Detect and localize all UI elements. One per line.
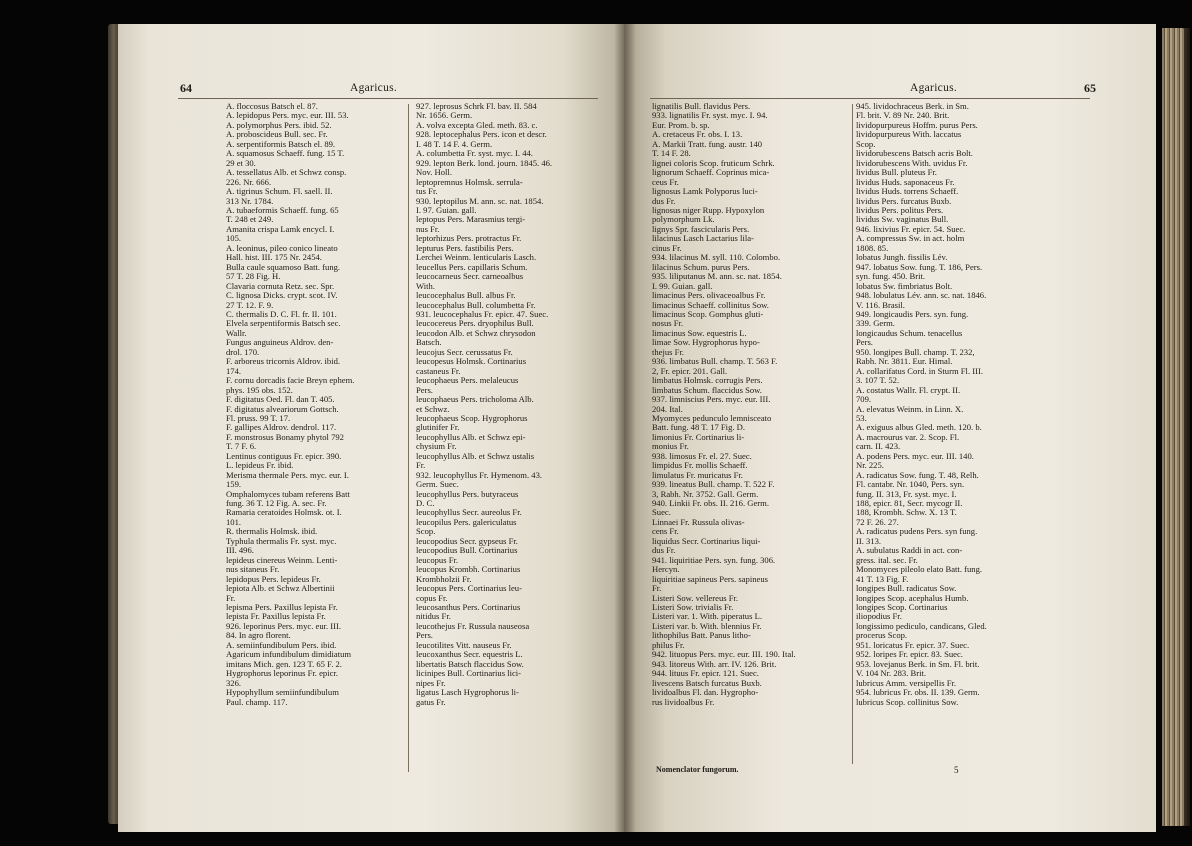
entry-line: Hypophyllum semiinfundibulum [226,688,339,698]
entry-line: A. macrourus var. 2. Scop. Fl. [856,432,960,442]
entry-line: F. gallipes Aldrov. dendrol. 117. [226,423,337,433]
entry-line: F. monstrosus Bonamy phytol 792 [226,432,344,442]
entry-line: Wallr. [226,328,247,338]
entry-line: longipes Scop. acephalus Humb. [856,593,969,603]
column-right-2 [856,102,1094,707]
entry-line: 950. longipes Bull. champ. T. 232, [856,347,975,357]
book-spread [114,24,1176,832]
entry-line: chysium Fr. [416,442,457,452]
entry-line: lepidopus Pers. lepideus Fr. [226,574,321,584]
entry-line: leucophyllus Secr. aureolus Fr. [416,508,522,518]
entry-line: limbatus Schum. flaccidus Sow. [652,385,762,395]
entry-line: leucophyllus Alb. et Schwz epi- [416,432,526,442]
entry-line: leucocephalus Bull. albus Fr. [416,291,516,301]
entry-line: nosus Fr. [652,319,684,329]
entry-line: iliopodius Fr. [856,612,902,622]
entry-line: Omphalomyces tubam referens Batt [226,489,350,499]
entry-line: limae Sow. Hygrophorus hypo- [652,338,760,348]
entry-line: leucosanthus Pers. Cortinarius [416,603,521,613]
entry-line: Listeri var. b. With. blennius Fr. [652,621,762,631]
entry-line: Agaricum infundibulum dimidiatum [226,650,352,660]
entry-line: 105. [226,234,242,244]
entry-line: lilacinus Lasch Lactarius lila- [652,234,754,244]
entry-line: 226. Nr. 666. [226,177,272,187]
entry-line: 952. loripes Fr. epicr. 83. Suec. [856,650,963,660]
entry-line: F. digitatus Oed. Fl. dan T. 405. [226,395,335,405]
entry-line: lividopurpureus With. laccatus [856,130,962,140]
entry-line: libertatis Batsch flaccidus Sow. [416,659,524,669]
entry-line: leucocarneus Secr. carneoalbus [416,272,524,282]
entry-line: 935. liliputanus M. ann. sc. nat. 1854. [652,272,782,282]
column-left-1 [226,102,406,707]
entry-line: A. elevatus Weinm. in Linn. X. [856,404,964,414]
entry-line: T. 248 et 249. [226,215,274,225]
entry-line: lignosus niger Rupp. Hypoxylon [652,205,765,215]
entry-line: A. tubaeformis Schaeff. fung. 65 [226,205,339,215]
entry-line: With. [416,281,435,291]
entry-line: 954. lubricus Fr. obs. II. 139. Germ. [856,688,980,698]
entry-line: 53. [856,413,867,423]
entry-line: leucophaeus Scop. Hygrophorus [416,413,528,423]
entry-line: Listeri Sow. vellereus Fr. [652,593,739,603]
entry-line: Nr. 1656. Germ. [416,111,473,121]
column-divider [408,104,409,772]
entry-line: castaneus Fr. [416,366,461,376]
entry-line: copus Fr. [416,593,448,603]
entry-line: 41 T. 13 Fig. F. [856,574,909,584]
entry-line: lignei coloris Scop. fruticum Schrk. [652,158,775,168]
entry-line: limbatus Holmsk. corrugis Pers. [652,376,763,386]
entry-line: leucophyllus Pers. butyraceus [416,489,519,499]
entry-line: Bulla caule squamoso Batt. fung. [226,262,341,272]
entry-line: 339. Germ. [856,319,895,329]
entry-line: A. exiguus albus Gled. meth. 120. b. [856,423,982,433]
entry-line: 942. lituopus Pers. myc. eur. III. 190. Ital. [652,650,796,660]
entry-line: leucopodius Secr. gypseus Fr. [416,536,518,546]
entry-line: leucophaeus Pers. melaleucus [416,376,519,386]
entry-line: lividus Huds. saponaceus Fr. [856,177,955,187]
entry-line: Germ. Suec. [416,480,459,490]
entry-line: C. thermalis D. C. Fl. fr. II. 101. [226,309,337,319]
entry-line: 947. lobatus Sow. fung. T. 186, Pers. [856,262,983,272]
entry-line: 72 F. 26. 27. [856,517,899,527]
entry-line: livescens Batsch furcatus Buxb. [652,678,762,688]
column-divider [852,104,853,764]
entry-line: lobatus Jungh. fissilis Lév. [856,253,948,263]
entry-line: nipes Fr. [416,678,446,688]
entry-line: R. thermalis Holmsk. ibid. [226,527,318,537]
entry-line: I. 48 T. 14 F. 4. Germ. [416,139,493,149]
entry-line: leucopus Krombh. Cortinarius [416,565,521,575]
entry-line: A. costatus Wallr. Fl. crypt. II. [856,385,961,395]
entry-line: Hygrophorus leporinus Fr. epicr. [226,669,338,679]
entry-line: philus Fr. [652,640,685,650]
page-block-edge [1162,28,1186,826]
entry-line: longipes Scop. Cortinarius [856,603,948,613]
entry-line: nus Fr. [416,224,440,234]
entry-line: II. 313. [856,536,882,546]
entry-line: Nov. Holl. [416,168,452,178]
entry-line: ceus Fr. [652,177,679,187]
entry-line: lithophilus Batt. Panus litho- [652,631,751,641]
entry-line: leucodon Alb. et Schwz chrysodon [416,328,536,338]
entry-line: longissimo pediculo, candicans, Gled. [856,621,987,631]
entry-line: Suec. [652,508,671,518]
entry-line: gress. ital. sec. Fr. [856,555,918,565]
entry-line: 936. limbatus Bull. champ. T. 563 F. [652,357,778,367]
entry-line: III. 496. [226,546,254,556]
entry-line: liquidus Secr. Cortinarius liqui- [652,536,761,546]
entry-line: 944. lituus Fr. epicr. 121. Suec. [652,669,759,679]
entry-line: F. arboreus tricornis Aldrov. ibid. [226,357,341,367]
entry-line: Hercyn. [652,565,680,575]
entry-line: lividopurpureus Hoffm. purus Pers. [856,120,978,130]
entry-line: 188, epicr. 81, Secr. mycogr II. [856,499,963,509]
entry-line: dus Fr. [652,196,676,206]
entry-line: lubricus Scop. collinitus Sow. [856,697,959,707]
entry-line: lividus Pers. politus Pers. [856,205,944,215]
entry-line: A. polymorphus Pers. ibid. 52. [226,120,332,130]
entry-line: Fungus anguineus Aldrov. den- [226,338,334,348]
entry-line: leucellus Pers. capillaris Schum. [416,262,528,272]
entry-line: Elvela serpentiformis Batsch sec. [226,319,341,329]
entry-line: lilacinus Schum. purus Pers. [652,262,750,272]
entry-line: Scop. [856,139,876,149]
entry-line: phys. 195 obs. 152. [226,385,293,395]
entry-line: I. 99. Guian. gall. [652,281,713,291]
entry-line: 939. lineatus Bull. champ. T. 522 F. [652,480,775,490]
book-gutter [614,24,636,832]
entry-line: lignorum Schaeff. Coprinus mica- [652,168,770,178]
entry-line: longicaudus Schum. tenacellus [856,328,963,338]
entry-line: F. cornu dorcadis facie Breyn ephem. [226,376,355,386]
entry-line: Fr. [226,593,236,603]
footer-signature-line: Nomenclator fungorum. [656,765,739,774]
entry-line: leucopilus Pers. galericulatus [416,517,517,527]
entry-line: leptopus Pers. Marasmius tergi- [416,215,526,225]
column-right-1 [652,102,850,707]
entry-line: leucothejus Fr. Russula nauseosa [416,621,530,631]
entry-line: rus lividoalbus Fr. [652,697,715,707]
entry-line: 27 T. 12. F. 9. [226,300,274,310]
entry-line: limacinus Scop. Gomphus gluti- [652,309,764,319]
entry-line: 1808. 85. [856,243,889,253]
header-rule [650,98,1090,99]
entry-line: Monomyces pileolo elato Batt. fung. [856,565,983,575]
entry-line: thejus Fr. [652,347,684,357]
entry-line: et Schwz. [416,404,450,414]
entry-line: longipes Bull. radicatus Sow. [856,584,957,594]
entry-line: A. radicatus pudens Pers. syn fung. [856,527,978,537]
entry-line: glutinifer Fr. [416,423,460,433]
entry-line: A. tessellatus Alb. et Schwz consp. [226,168,347,178]
entry-line: lepisma Pers. Paxillus lepista Fr. [226,603,338,613]
entry-line: lobatus Sw. fimbriatus Bolt. [856,281,953,291]
entry-line: polymorphum Lk. [652,215,715,225]
entry-line: leucophyllus Alb. et Schwz ustalis [416,451,535,461]
entry-line: A. serpentiformis Batsch el. 89. [226,139,336,149]
entry-line: 204. Ital. [652,404,683,414]
entry-line: Paul. champ. 117. [226,697,288,707]
entry-line: imitans Mich. gen. 123 T. 65 F. 2. [226,659,342,669]
entry-line: limulatus Fr. muricatus Fr. [652,470,743,480]
entry-line: leucopesus Holmsk. Cortinarius [416,357,527,367]
entry-line: L. lepideus Fr. ibid. [226,461,294,471]
entry-line: 927. leprosus Schrk Fl. bav. II. 584 [416,102,537,111]
entry-line: 953. lovejanus Berk. in Sm. Fl. brit. [856,659,980,669]
entry-line: 940. Linkii Fr. obs. II. 216. Germ. [652,499,769,509]
page-number: 64 [180,81,192,95]
entry-line: syn. fung. 450. Brit. [856,272,925,282]
entry-line: 188, Krombh. Schw. X. 13 T. [856,508,957,518]
entry-line: lividoalbus Fl. dan. Hygropho- [652,688,759,698]
entry-line: leptorhizus Pers. protractus Fr. [416,234,522,244]
entry-line: Listeri Sow. trivialis Fr. [652,603,734,613]
entry-line: V. 116. Brasil. [856,300,905,310]
entry-line: limacinus Pers. olivaceoalbus Fr. [652,291,766,301]
entry-line: 3, Rabh. Nr. 3752. Gall. Germ. [652,489,759,499]
entry-line: fung. 36 T. 12 Fig. A. sec. Fr. [226,499,327,509]
entry-line: 101. [226,517,242,527]
running-head: Agaricus. [350,82,398,94]
right-page [624,24,1156,832]
entry-line: 931. leucocephalus Fr. epicr. 47. Suec. [416,309,549,319]
entry-line: Pers. [416,385,433,395]
entry-line: 174. [226,366,242,376]
entry-line: lubricus Amm. versipellis Fr. [856,678,957,688]
entry-line: 930. leptopilus M. ann. sc. nat. 1854. [416,196,544,206]
entry-line: limacinus Sow. equestris L. [652,328,747,338]
entry-line: limacinus Schaeff. collinitus Sow. [652,300,769,310]
entry-line: A. tigrinus Schum. Fl. saell. II. [226,187,333,197]
entry-line: leucojus Secr. cerussatus Fr. [416,347,513,357]
page-number: 65 [1084,81,1096,95]
left-page [118,24,624,832]
entry-line: T. 14 F. 28. [652,149,691,159]
entry-line: limonius Fr. Cortinarius li- [652,432,745,442]
entry-line: 946. lixivius Fr. epicr. 54. Suec. [856,224,966,234]
entry-line: Krombholzii Fr. [416,574,472,584]
entry-line: 949. longicaudis Pers. syn. fung. [856,309,969,319]
entry-line: C. lignosa Dicks. crypt. scot. IV. [226,291,338,301]
entry-line: 933. lignatilis Fr. syst. myc. I. 94. [652,111,768,121]
entry-line: I. 97. Guian. gall. [416,205,477,215]
entry-line: gatus Fr. [416,697,446,707]
entry-line: nitidus Fr. [416,612,451,622]
entry-line: 2, Fr. epicr. 201. Gall. [652,366,728,376]
entry-line: 313 Nr. 1784. [226,196,274,206]
entry-line: lividus Huds. torrens Schaeff. [856,187,959,197]
entry-line: Fl. pruss. 99 T. 17. [226,413,291,423]
entry-line: leucophaeus Pers. tricholoma Alb. [416,395,534,405]
signature-mark: 5 [954,765,959,775]
entry-line: A. floccosus Batsch el. 87. [226,102,318,111]
header-rule [178,98,598,99]
entry-line: lividus Pers. furcatus Buxb. [856,196,952,206]
entry-line: 928. leptocephalus Pers. icon et descr. [416,130,547,140]
entry-line: A. columbetta Fr. syst. myc. I. 44. [416,149,533,159]
entry-line: 934. lilacinus M. syll. 110. Colombo. [652,253,781,263]
entry-line: Amanita crispa Lamk encycl. I. [226,224,335,234]
entry-line: Fr. [416,461,426,471]
entry-line: T. 7 F. 6. [226,442,257,452]
entry-line: dus Fr. [652,546,676,556]
entry-line: lignosus Lamk Polyporus luci- [652,187,758,197]
entry-line: leucoxanthus Secr. equestris L. [416,650,523,660]
entry-line: leucocereus Pers. dryophilus Bull. [416,319,534,329]
entry-line: lividus Bull. pluteus Fr. [856,168,937,178]
entry-line: cinus Fr. [652,243,682,253]
entry-line: V. 104 Nr. 283. Brit. [856,669,927,679]
entry-line: 326. [226,678,242,688]
entry-line: lividorubescens With. uvidus Fr. [856,158,968,168]
entry-line: monius Fr. [652,442,689,452]
entry-line: A. radicatus Sow. fung. T. 48, Relh. [856,470,979,480]
entry-line: 932. leucophyllus Fr. Hymenom. 43. [416,470,543,480]
entry-line: 926. leporinus Pers. myc. eur. III. [226,621,342,631]
entry-line: Nr. 225. [856,461,884,471]
entry-line: lepideus cinereus Weinm. Lenti- [226,555,338,565]
entry-line: Fr. [652,584,662,594]
entry-line: Pers. [416,631,433,641]
entry-line: Pers. [856,338,873,348]
entry-line: Myomyces pedunculo lemnisceato [652,413,772,423]
entry-line: 929. lepton Berk. lond. journ. 1845. 46. [416,158,553,168]
entry-line: leptopremnus Holmsk. serrula- [416,177,523,187]
entry-line: Merisma thermale Pers. myc. eur. I. [226,470,349,480]
entry-line: ligatus Lasch Hygrophorus li- [416,688,519,698]
entry-line: 57 T. 28 Fig. H. [226,272,281,282]
entry-line: Typhula thermalis Fr. syst. myc. [226,536,337,546]
entry-line: tus Fr. [416,187,438,197]
entry-line: Lerchei Weinm. lenticularis Lasch. [416,253,537,263]
entry-line: licinipes Bull. Cortinarius lici- [416,669,522,679]
entry-line: A. collarifatus Cord. in Sturm Fl. III. [856,366,983,376]
entry-line: A. volva excepta Gled. meth. 83. c. [416,120,538,130]
entry-line: 938. limosus Fr. el. 27. Suec. [652,451,752,461]
entry-line: leucopus Pers. Cortinarius leu- [416,584,522,594]
entry-line: 948. lobulatus Lév. ann. sc. nat. 1846. [856,291,987,301]
entry-line: leucopus Fr. [416,555,459,565]
entry-line: Eur. Prom. b. sp. [652,120,710,130]
entry-line: A. lepidopus Pers. myc. eur. III. 53. [226,111,349,121]
entry-line: A. compressus Sw. in act. holm [856,234,965,244]
running-head: Agaricus. [910,82,958,94]
entry-line: Rabh. Nr. 3811. Eur. Himal. [856,357,953,367]
entry-line: 159. [226,480,242,490]
entry-line: fung. II. 313, Fr. syst. myc. I. [856,489,957,499]
entry-line: nus sitaneus Fr. [226,565,280,575]
entry-line: A. Markii Tratt. fung. austr. 140 [652,139,763,149]
entry-line: limpidus Fr. mollis Schaeff. [652,461,748,471]
entry-line: A. podens Pers. myc. eur. III. 140. [856,451,974,461]
entry-line: A. leoninus, pileo conico lineato [226,243,338,253]
entry-line: procerus Scop. [856,631,908,641]
entry-line: A. semiinfundibulum Pers. ibid. [226,640,337,650]
entry-line: leucotilites Vitt. nauseus Fr. [416,640,512,650]
entry-line: Scop. [416,527,436,537]
entry-line: drol. 170. [226,347,260,357]
entry-line: Hall. hist. III. 175 Nr. 2454. [226,253,322,263]
entry-line: Batt. fung. 48 T. 17 Fig. D. [652,423,746,433]
entry-line: Clavaria cornuta Retz. sec. Spr. [226,281,335,291]
entry-line: Fl. cantabr. Nr. 1040, Pers. syn. [856,480,965,490]
entry-line: carn. II. 423. [856,442,901,452]
entry-line: A. proboscideus Bull. sec. Fr. [226,130,328,140]
entry-line: Lentinus contiguus Fr. epicr. 390. [226,451,342,461]
entry-line: lignys Spr. fascicularis Pers. [652,224,750,234]
entry-line: A. squamosus Schaeff. fung. 15 T. [226,149,345,159]
entry-line: Linnaei Fr. Russula olivas- [652,517,745,527]
entry-line: Ramaria ceratoides Holmsk. ot. I. [226,508,342,518]
entry-line: Batsch. [416,338,442,348]
entry-line: lividus Sw. vaginatus Bull. [856,215,949,225]
entry-line: 84. In agro florent. [226,631,291,641]
entry-line: 3. 107 T. 52. [856,376,900,386]
entry-line: 951. loricatus Fr. epicr. 37. Suec. [856,640,970,650]
entry-line: 709. [856,395,872,405]
entry-line: D. C. [416,499,435,509]
entry-line: lepiota Alb. et Schwz Albertinii [226,584,335,594]
entry-line: 945. lividochraceus Berk. in Sm. [856,102,969,111]
entry-line: A. cretaceus Fr. obs. I. 13. [652,130,743,140]
entry-line: lepista Fr. Paxillus lepista Fr. [226,612,326,622]
entry-line: cens Fr. [652,527,679,537]
entry-line: 937. limniscius Pers. myc. eur. III. [652,395,771,405]
entry-line: 943. litoreus With. arr. IV. 126. Brit. [652,659,777,669]
entry-line: liquiritiae sapineus Pers. sapineus [652,574,768,584]
entry-line: lepturus Pers. fastibilis Pers. [416,243,514,253]
column-left-2 [416,102,606,707]
entry-line: lividorubescens Batsch acris Bolt. [856,149,973,159]
entry-line: lignatilis Bull. flavidus Pers. [652,102,751,111]
entry-line: Listeri var. 1. With. piperatus L. [652,612,762,622]
entry-line: A. subulatus Raddi in act. con- [856,546,963,556]
entry-line: leucopodius Bull. Cortinarius [416,546,518,556]
entry-line: F. digitatus alveariorum Gottsch. [226,404,339,414]
entry-line: 941. liquiritiae Pers. syn. fung. 306. [652,555,776,565]
entry-line: leucocephalus Bull. columbetta Fr. [416,300,536,310]
entry-line: 29 et 30. [226,158,256,168]
entry-line: Fl. brit. V. 89 Nr. 240. Brit. [856,111,950,121]
